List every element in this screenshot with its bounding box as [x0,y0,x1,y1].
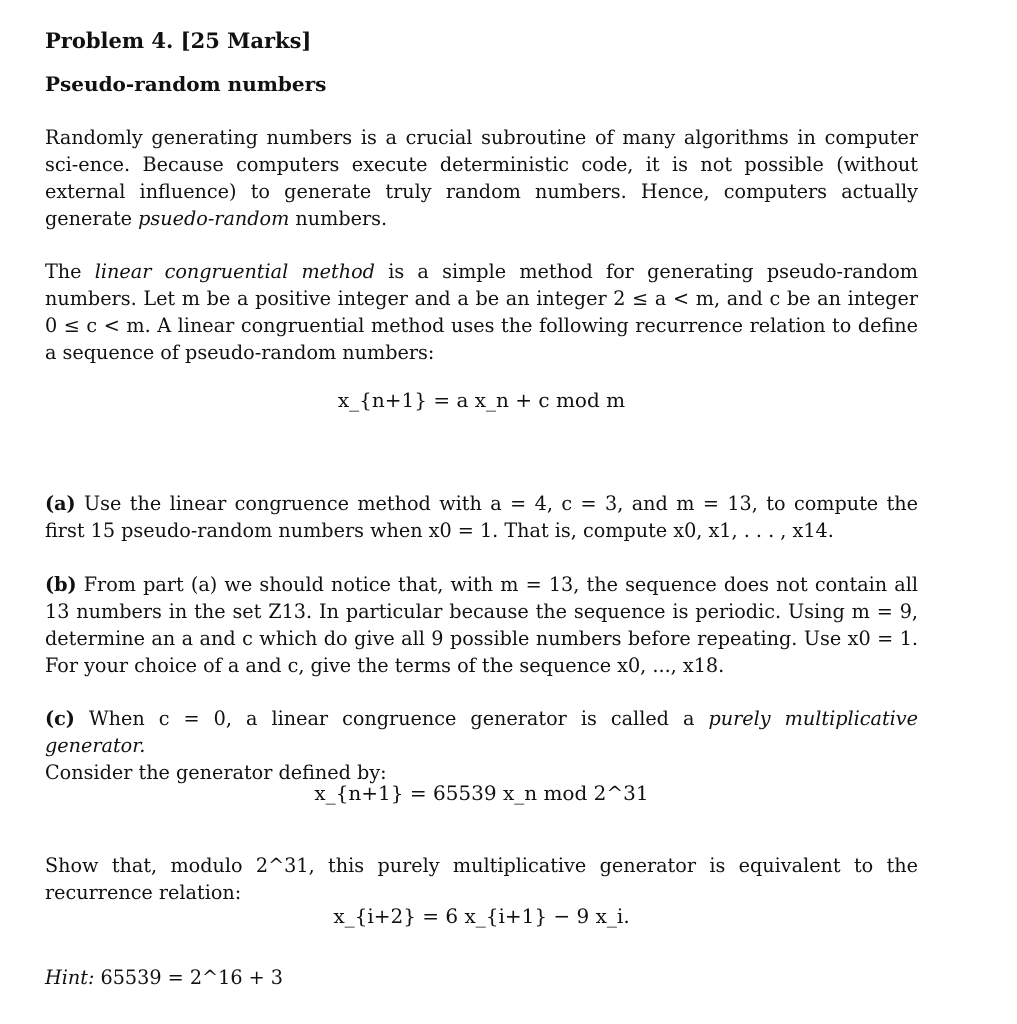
part-b-text: From part (a) we should notice that, with m = 13, the sequence does not contain all 13 numbers in the set Z13. In particular because the sequence is periodic. Using m = 9, determine an a and c which do give all 9 possible numbers before repeating. Use x0 = 1. For your choice of a and c, give the terms of the sequence x0, ..., x18. [45,573,918,677]
part-a-paragraph [45,491,918,545]
part-b-paragraph [45,572,918,680]
equation-lcg: x_{n+1} = a x_n + c mod m [337,388,626,412]
hint-text: 65539 = 2^16 + 3 [100,966,284,989]
part-b-label: (b) [45,573,77,596]
problem-heading [45,28,918,53]
part-a-text: Use the linear congruence method with a = 4, c = 3, and m = 13, to compute the first 15 pseudo-random numbers when x0 = 1. That is, compute x0, x1, . . . , x14. [45,492,918,542]
problem-marks: [25 Marks] [180,28,312,53]
section-subtitle: Pseudo-random numbers [45,72,327,96]
equation-recurrence: x_{i+2} = 6 x_{i+1} − 9 x_i. [333,904,630,928]
equation-multiplicative: x_{n+1} = 65539 x_n mod 2^31 [314,781,649,805]
show-that-paragraph: Show that, modulo 2^31, this purely multiplicative generator is equivalent to the recurrence relation: [45,854,918,904]
part-c-paragraph: (c) When c = 0, a linear congruence generator is called a purely multiplicative generator. Consider the generator defined by: [45,707,919,784]
hint-label: Hint: [45,966,95,989]
part-c-label: (c) [45,707,75,730]
lcm-paragraph: The linear congruential method is a simple method for generating pseudo-random numbers. Let m be a positive integer and a be an integer 2 ≤ a < m, and c be an integer 0 ≤ c < m. A linear congruential method uses the following recurrence relation to define a sequence of pseudo-random numbers: [45,260,918,364]
problem-title: Problem 4. [45,28,174,53]
intro-paragraph: Randomly generating numbers is a crucial subroutine of many algorithms in computer sci-ence. Because computers execute deterministic code, it is not possible (without external influence) to generate truly random numbers. Hence, computers actually generate psuedo-random numbers. [45,126,918,230]
hint-line [45,966,918,989]
part-a-label: (a) [45,492,76,515]
